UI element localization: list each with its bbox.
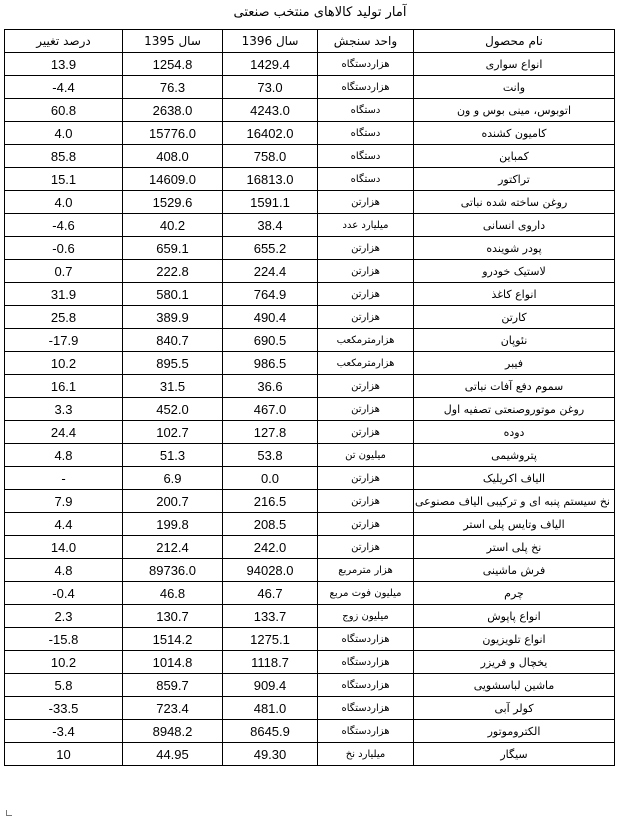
cell-product-name: انواع سواری [414, 53, 615, 76]
header-product-name: نام محصول [414, 30, 615, 53]
cell-year-1396: 224.4 [223, 260, 318, 283]
table-row [5, 421, 615, 444]
table-row [5, 582, 615, 605]
cell-unit: هزارتن [318, 513, 414, 536]
cell-year-1396: 73.0 [223, 76, 318, 99]
cell-unit: هزاردستگاه [318, 651, 414, 674]
cell-product-name: تراکتور [414, 168, 615, 191]
cell-product-name: چرم [414, 582, 615, 605]
cell-year-1395: 44.95 [123, 743, 223, 766]
cell-product-name: کارتن [414, 306, 615, 329]
table-row [5, 260, 615, 283]
cell-unit: هزارتن [318, 490, 414, 513]
table-row [5, 352, 615, 375]
cell-year-1396: 490.4 [223, 306, 318, 329]
table-row [5, 283, 615, 306]
cell-product-name: پتروشیمی [414, 444, 615, 467]
cell-year-1396: 481.0 [223, 697, 318, 720]
cell-percent-change: 5.8 [5, 674, 123, 697]
table-row [5, 605, 615, 628]
cell-year-1396: 16813.0 [223, 168, 318, 191]
cell-unit: هزاردستگاه [318, 628, 414, 651]
cell-unit: هزارمترمکعب [318, 329, 414, 352]
cell-product-name: اتوبوس، مینی بوس و ون [414, 99, 615, 122]
cell-year-1395: 389.9 [123, 306, 223, 329]
cell-percent-change: 2.3 [5, 605, 123, 628]
cell-percent-change: -4.4 [5, 76, 123, 99]
table-row [5, 122, 615, 145]
table-row [5, 490, 615, 513]
cell-year-1395: 1254.8 [123, 53, 223, 76]
cell-percent-change: 4.0 [5, 191, 123, 214]
cell-product-name: یخچال و فریزر [414, 651, 615, 674]
cell-year-1395: 659.1 [123, 237, 223, 260]
cell-year-1395: 199.8 [123, 513, 223, 536]
cell-year-1395: 895.5 [123, 352, 223, 375]
cell-unit: هزار مترمربع [318, 559, 414, 582]
cell-unit: میلیون تن [318, 444, 414, 467]
cell-percent-change: 15.1 [5, 168, 123, 191]
cell-product-name: انواع تلویزیون [414, 628, 615, 651]
cell-percent-change: 31.9 [5, 283, 123, 306]
cell-unit: هزارمترمکعب [318, 352, 414, 375]
cell-percent-change: -33.5 [5, 697, 123, 720]
cell-year-1396: 53.8 [223, 444, 318, 467]
cell-unit: هزاردستگاه [318, 53, 414, 76]
cell-unit: میلیارد نخ [318, 743, 414, 766]
cell-year-1396: 46.7 [223, 582, 318, 605]
table-row [5, 651, 615, 674]
cell-unit: هزارتن [318, 306, 414, 329]
cell-unit: هزارتن [318, 283, 414, 306]
cell-year-1396: 127.8 [223, 421, 318, 444]
cell-percent-change: 14.0 [5, 536, 123, 559]
cell-year-1396: 133.7 [223, 605, 318, 628]
cell-year-1396: 4243.0 [223, 99, 318, 122]
cell-year-1396: 690.5 [223, 329, 318, 352]
cell-percent-change: 10.2 [5, 651, 123, 674]
cell-year-1395: 102.7 [123, 421, 223, 444]
cell-unit: هزاردستگاه [318, 674, 414, 697]
table-row [5, 559, 615, 582]
cell-year-1395: 51.3 [123, 444, 223, 467]
cell-year-1395: 1514.2 [123, 628, 223, 651]
cell-year-1396: 36.6 [223, 375, 318, 398]
cell-year-1396: 655.2 [223, 237, 318, 260]
cell-unit: دستگاه [318, 122, 414, 145]
table-row [5, 237, 615, 260]
cell-year-1395: 40.2 [123, 214, 223, 237]
header-year-1396: سال 1396 [223, 30, 318, 53]
cell-product-name: نخ سیستم پنبه ای و ترکیبی الیاف مصنوعی [414, 490, 615, 513]
cell-product-name: انواع پاپوش [414, 605, 615, 628]
cell-product-name: نئوپان [414, 329, 615, 352]
table-row [5, 214, 615, 237]
cell-unit: هزاردستگاه [318, 697, 414, 720]
cell-product-name: روغن ساخته شده نباتی [414, 191, 615, 214]
cell-product-name: الیاف وتایس پلی استر [414, 513, 615, 536]
header-year-1395: سال 1395 [123, 30, 223, 53]
table-row [5, 76, 615, 99]
cell-year-1396: 909.4 [223, 674, 318, 697]
cell-unit: هزاردستگاه [318, 720, 414, 743]
cell-unit: هزارتن [318, 398, 414, 421]
cell-year-1395: 14609.0 [123, 168, 223, 191]
cell-product-name: لاستیک خودرو [414, 260, 615, 283]
cell-unit: هزارتن [318, 467, 414, 490]
cell-year-1395: 130.7 [123, 605, 223, 628]
table-row [5, 53, 615, 76]
cell-year-1396: 94028.0 [223, 559, 318, 582]
cell-percent-change: -0.4 [5, 582, 123, 605]
cell-unit: میلیون فوت مربع [318, 582, 414, 605]
cell-product-name: سموم دفع آفات نباتی [414, 375, 615, 398]
cell-percent-change: 16.1 [5, 375, 123, 398]
cell-year-1396: 758.0 [223, 145, 318, 168]
cell-unit: هزارتن [318, 237, 414, 260]
cell-product-name: الیاف اکریلیک [414, 467, 615, 490]
cell-percent-change: 10 [5, 743, 123, 766]
cell-percent-change: 4.8 [5, 559, 123, 582]
cell-unit: دستگاه [318, 168, 414, 191]
cell-year-1395: 452.0 [123, 398, 223, 421]
cell-year-1395: 840.7 [123, 329, 223, 352]
cell-year-1396: 1275.1 [223, 628, 318, 651]
cell-percent-change: -3.4 [5, 720, 123, 743]
cell-product-name: کولر آبی [414, 697, 615, 720]
table-row [5, 743, 615, 766]
cell-percent-change: - [5, 467, 123, 490]
table-row [5, 191, 615, 214]
cell-year-1395: 15776.0 [123, 122, 223, 145]
cell-product-name: وانت [414, 76, 615, 99]
cell-year-1396: 1429.4 [223, 53, 318, 76]
cell-product-name: روغن موتوروصنعتی تصفیه اول [414, 398, 615, 421]
table-title: آمار تولید کالاهای منتخب صنعتی [233, 5, 407, 20]
cell-percent-change: 60.8 [5, 99, 123, 122]
cell-product-name: داروی انسانی [414, 214, 615, 237]
cell-percent-change: 3.3 [5, 398, 123, 421]
cell-year-1395: 76.3 [123, 76, 223, 99]
cell-percent-change: -17.9 [5, 329, 123, 352]
table-row [5, 628, 615, 651]
cell-year-1395: 89736.0 [123, 559, 223, 582]
cell-year-1395: 46.8 [123, 582, 223, 605]
table-row [5, 444, 615, 467]
header-unit: واحد سنجش [318, 30, 414, 53]
cell-year-1395: 212.4 [123, 536, 223, 559]
cell-product-name: کمباین [414, 145, 615, 168]
cell-year-1396: 208.5 [223, 513, 318, 536]
table-header-row [5, 30, 615, 53]
cell-percent-change: 24.4 [5, 421, 123, 444]
cell-product-name: انواع کاغذ [414, 283, 615, 306]
cell-percent-change: 4.0 [5, 122, 123, 145]
table-row [5, 720, 615, 743]
cell-unit: میلیارد عدد [318, 214, 414, 237]
cell-year-1395: 31.5 [123, 375, 223, 398]
cell-product-name: نخ پلی استر [414, 536, 615, 559]
cell-year-1395: 200.7 [123, 490, 223, 513]
cell-unit: هزارتن [318, 375, 414, 398]
cell-year-1395: 859.7 [123, 674, 223, 697]
table-row [5, 674, 615, 697]
cell-unit: هزارتن [318, 260, 414, 283]
cell-year-1396: 38.4 [223, 214, 318, 237]
cell-percent-change: -15.8 [5, 628, 123, 651]
production-stats-table [4, 29, 615, 766]
cell-unit: دستگاه [318, 145, 414, 168]
cell-year-1395: 2638.0 [123, 99, 223, 122]
cell-year-1396: 467.0 [223, 398, 318, 421]
cell-product-name: سیگار [414, 743, 615, 766]
cell-product-name: پودر شوینده [414, 237, 615, 260]
cell-year-1396: 49.30 [223, 743, 318, 766]
cell-product-name: فرش ماشینی [414, 559, 615, 582]
cell-percent-change: 4.4 [5, 513, 123, 536]
cell-product-name: کامیون کشنده [414, 122, 615, 145]
cell-percent-change: 85.8 [5, 145, 123, 168]
cell-unit: هزارتن [318, 191, 414, 214]
cell-unit: میلیون زوج [318, 605, 414, 628]
table-row [5, 398, 615, 421]
cell-percent-change: 4.8 [5, 444, 123, 467]
table-row [5, 697, 615, 720]
cell-percent-change: 0.7 [5, 260, 123, 283]
table-row [5, 145, 615, 168]
cell-percent-change: 7.9 [5, 490, 123, 513]
table-row [5, 536, 615, 559]
header-percent-change: درصد تغییر [5, 30, 123, 53]
cell-product-name: فیبر [414, 352, 615, 375]
cell-year-1396: 242.0 [223, 536, 318, 559]
cell-percent-change: 13.9 [5, 53, 123, 76]
corner-mark [6, 810, 12, 816]
cell-year-1396: 1591.1 [223, 191, 318, 214]
cell-product-name: ماشین لباسشویی [414, 674, 615, 697]
cell-percent-change: -0.6 [5, 237, 123, 260]
cell-year-1395: 723.4 [123, 697, 223, 720]
cell-year-1395: 580.1 [123, 283, 223, 306]
cell-percent-change: 10.2 [5, 352, 123, 375]
cell-year-1395: 1014.8 [123, 651, 223, 674]
cell-year-1395: 222.8 [123, 260, 223, 283]
cell-product-name: الکتروموتور [414, 720, 615, 743]
cell-year-1396: 764.9 [223, 283, 318, 306]
cell-year-1395: 408.0 [123, 145, 223, 168]
cell-year-1396: 8645.9 [223, 720, 318, 743]
cell-unit: دستگاه [318, 99, 414, 122]
cell-year-1395: 6.9 [123, 467, 223, 490]
cell-unit: هزارتن [318, 421, 414, 444]
cell-percent-change: 25.8 [5, 306, 123, 329]
table-row [5, 375, 615, 398]
cell-year-1395: 1529.6 [123, 191, 223, 214]
cell-year-1396: 0.0 [223, 467, 318, 490]
table-row [5, 306, 615, 329]
table-row [5, 168, 615, 191]
cell-year-1396: 1118.7 [223, 651, 318, 674]
table-row [5, 513, 615, 536]
cell-year-1396: 986.5 [223, 352, 318, 375]
table-row [5, 99, 615, 122]
table-row [5, 467, 615, 490]
cell-percent-change: -4.6 [5, 214, 123, 237]
cell-product-name: دوده [414, 421, 615, 444]
table-row [5, 329, 615, 352]
cell-year-1395: 8948.2 [123, 720, 223, 743]
cell-year-1396: 16402.0 [223, 122, 318, 145]
cell-unit: هزاردستگاه [318, 76, 414, 99]
cell-year-1396: 216.5 [223, 490, 318, 513]
cell-unit: هزارتن [318, 536, 414, 559]
